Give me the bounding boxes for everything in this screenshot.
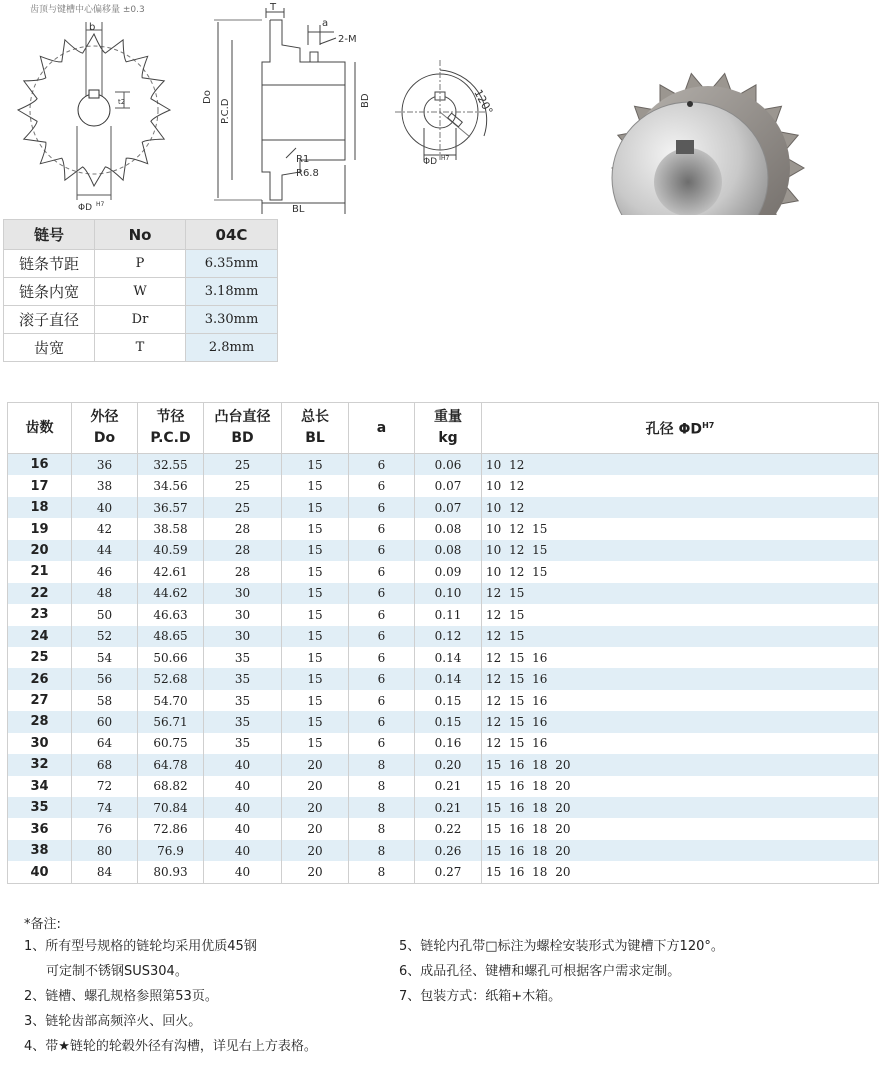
cell-bd: 35 <box>204 690 282 711</box>
cell-bores: 10 12 15 <box>482 518 879 539</box>
table-row <box>8 797 879 818</box>
cell-bl: 20 <box>282 776 349 797</box>
header-do-top: 外径 <box>90 409 119 425</box>
header-do <box>72 403 138 454</box>
cell-weight: 0.21 <box>415 776 482 797</box>
cell-bl: 15 <box>282 690 349 711</box>
cell-do: 46 <box>72 561 138 582</box>
cell-teeth: 23 <box>8 604 72 625</box>
cell-weight: 0.09 <box>415 561 482 582</box>
header-a <box>349 403 415 454</box>
header-bl-top: 总长 <box>301 409 329 425</box>
cell-teeth: 21 <box>8 561 72 582</box>
cell-do: 42 <box>72 518 138 539</box>
cell-weight: 0.10 <box>415 583 482 604</box>
cell-pcd: 34.56 <box>138 475 204 496</box>
cell-bd: 40 <box>204 776 282 797</box>
cell-weight: 0.07 <box>415 497 482 518</box>
cell-bores: 15 16 18 20 <box>482 861 879 883</box>
cell-do: 52 <box>72 626 138 647</box>
cell-do: 50 <box>72 604 138 625</box>
cell-pcd: 50.66 <box>138 647 204 668</box>
spec-value: 3.18mm <box>186 278 278 306</box>
cell-do: 80 <box>72 840 138 861</box>
notes-title: *备注: <box>24 917 61 932</box>
cell-weight: 0.08 <box>415 540 482 561</box>
cell-bl: 15 <box>282 540 349 561</box>
cell-bd: 25 <box>204 497 282 518</box>
spec-symbol: T <box>95 334 186 362</box>
label-t: T <box>270 2 277 13</box>
cell-bd: 40 <box>204 818 282 839</box>
label-r68: R6.8 <box>296 168 319 179</box>
cell-do: 60 <box>72 711 138 732</box>
cell-do: 68 <box>72 754 138 775</box>
cell-bores: 15 16 18 20 <box>482 797 879 818</box>
cell-bd: 30 <box>204 583 282 604</box>
cell-do: 44 <box>72 540 138 561</box>
cell-a: 6 <box>349 583 415 604</box>
cell-weight: 0.20 <box>415 754 482 775</box>
table-row <box>8 840 879 861</box>
cell-pcd: 70.84 <box>138 797 204 818</box>
cell-teeth: 35 <box>8 797 72 818</box>
cell-bores: 12 15 16 <box>482 711 879 732</box>
header-bl <box>282 403 349 454</box>
table-row <box>8 561 879 582</box>
cell-a: 6 <box>349 604 415 625</box>
cell-bd: 40 <box>204 840 282 861</box>
cell-pcd: 42.61 <box>138 561 204 582</box>
label-phi-d-2: ΦD <box>423 157 438 167</box>
label-r1: R1 <box>296 154 310 165</box>
cell-do: 48 <box>72 583 138 604</box>
cell-teeth: 27 <box>8 690 72 711</box>
cell-pcd: 72.86 <box>138 818 204 839</box>
cell-a: 6 <box>349 454 415 476</box>
cell-teeth: 32 <box>8 754 72 775</box>
cell-bl: 15 <box>282 475 349 496</box>
cell-weight: 0.14 <box>415 647 482 668</box>
cell-bores: 10 12 <box>482 497 879 518</box>
spec-value: 6.35mm <box>186 250 278 278</box>
cell-bl: 20 <box>282 797 349 818</box>
spec-row <box>4 306 278 334</box>
dimension-table-body <box>8 454 879 884</box>
cell-teeth: 38 <box>8 840 72 861</box>
spec-header-model: 04C <box>186 220 278 250</box>
front-view-drawing <box>18 22 170 200</box>
cell-a: 8 <box>349 861 415 883</box>
cell-do: 84 <box>72 861 138 883</box>
cell-weight: 0.12 <box>415 626 482 647</box>
cell-a: 6 <box>349 690 415 711</box>
table-header-row <box>8 403 879 454</box>
cell-a: 6 <box>349 518 415 539</box>
technical-drawings <box>0 0 880 215</box>
note-item: 4、带★链轮的轮毂外径有沟槽，详见右上方表格。 <box>24 1039 317 1054</box>
cell-bl: 15 <box>282 497 349 518</box>
cell-bd: 40 <box>204 861 282 883</box>
spec-header-chain: 链号 <box>4 220 95 250</box>
cell-pcd: 54.70 <box>138 690 204 711</box>
cell-do: 72 <box>72 776 138 797</box>
cell-bores: 12 15 16 <box>482 668 879 689</box>
cell-bl: 15 <box>282 561 349 582</box>
notes-right-column <box>399 934 859 1009</box>
cell-pcd: 32.55 <box>138 454 204 476</box>
note-item: 1、所有型号规格的链轮均采用优质45钢 <box>24 939 257 954</box>
cell-bores: 15 16 18 20 <box>482 754 879 775</box>
cell-do: 64 <box>72 733 138 754</box>
header-pcd-top: 节径 <box>156 409 185 425</box>
label-h7-2: H7 <box>441 155 450 162</box>
cell-bd: 30 <box>204 604 282 625</box>
note-item: 6、成品孔径、键槽和螺孔可根据客户需求定制。 <box>399 964 681 979</box>
label-phi-d-1: ΦD <box>78 203 93 213</box>
table-row <box>8 518 879 539</box>
cell-weight: 0.15 <box>415 711 482 732</box>
cell-do: 40 <box>72 497 138 518</box>
hub-view-drawing <box>395 60 487 160</box>
cell-teeth: 34 <box>8 776 72 797</box>
cell-bores: 12 15 <box>482 626 879 647</box>
cell-teeth: 40 <box>8 861 72 883</box>
spec-value: 3.30mm <box>186 306 278 334</box>
cell-a: 6 <box>349 540 415 561</box>
spec-name: 齿宽 <box>4 334 95 362</box>
cell-pcd: 38.58 <box>138 518 204 539</box>
table-row <box>8 776 879 797</box>
cell-pcd: 76.9 <box>138 840 204 861</box>
header-weight <box>415 403 482 454</box>
label-h7-1: H7 <box>96 201 105 208</box>
cell-bl: 15 <box>282 583 349 604</box>
cell-teeth: 26 <box>8 668 72 689</box>
cell-a: 6 <box>349 733 415 754</box>
cell-bl: 15 <box>282 668 349 689</box>
label-b: b <box>89 22 96 33</box>
spec-value: 2.8mm <box>186 334 278 362</box>
spec-name: 链条内宽 <box>4 278 95 306</box>
spec-row <box>4 250 278 278</box>
header-a-label: a <box>376 419 387 436</box>
cell-bores: 12 15 16 <box>482 647 879 668</box>
table-row <box>8 454 879 476</box>
cell-do: 54 <box>72 647 138 668</box>
spec-name: 滚子直径 <box>4 306 95 334</box>
cell-teeth: 20 <box>8 540 72 561</box>
cell-weight: 0.11 <box>415 604 482 625</box>
spec-symbol: Dr <box>95 306 186 334</box>
cell-bores: 10 12 <box>482 475 879 496</box>
notes-left-column <box>24 934 394 1059</box>
cell-bd: 28 <box>204 561 282 582</box>
cell-bd: 28 <box>204 540 282 561</box>
label-a: a <box>322 18 329 29</box>
note-item: 3、链轮齿部高频淬火、回火。 <box>24 1014 202 1029</box>
spec-header-row <box>4 220 278 250</box>
cell-weight: 0.15 <box>415 690 482 711</box>
note-item: 可定制不锈钢SUS304。 <box>46 964 188 979</box>
cell-bd: 25 <box>204 454 282 476</box>
cell-bd: 35 <box>204 711 282 732</box>
cell-do: 74 <box>72 797 138 818</box>
cell-bl: 20 <box>282 818 349 839</box>
cell-bd: 30 <box>204 626 282 647</box>
side-view-drawing <box>214 8 355 214</box>
header-bore <box>482 403 879 454</box>
label-t2: t2 <box>118 98 126 106</box>
cell-bd: 25 <box>204 475 282 496</box>
header-teeth <box>8 403 72 454</box>
cell-do: 76 <box>72 818 138 839</box>
table-row <box>8 861 879 883</box>
cell-bl: 15 <box>282 604 349 625</box>
header-bore-sup: H7 <box>702 421 715 431</box>
cell-a: 6 <box>349 561 415 582</box>
product-photo <box>612 74 804 216</box>
table-row <box>8 475 879 496</box>
chain-spec-table <box>3 219 278 362</box>
cell-pcd: 68.82 <box>138 776 204 797</box>
table-row <box>8 626 879 647</box>
label-pcd: P.C.D <box>220 98 231 124</box>
cell-bd: 35 <box>204 668 282 689</box>
cell-weight: 0.21 <box>415 797 482 818</box>
header-do-bottom: Do <box>93 430 116 446</box>
offset-note: 齿顶与键槽中心偏移量 ±0.3 <box>30 5 145 15</box>
table-row <box>8 497 879 518</box>
cell-bl: 15 <box>282 626 349 647</box>
cell-teeth: 36 <box>8 818 72 839</box>
cell-pcd: 44.62 <box>138 583 204 604</box>
spec-symbol: P <box>95 250 186 278</box>
cell-a: 8 <box>349 776 415 797</box>
cell-bores: 15 16 18 20 <box>482 818 879 839</box>
spec-header-no: No <box>95 220 186 250</box>
header-weight-top: 重量 <box>434 409 462 425</box>
header-bd <box>204 403 282 454</box>
note-item: 5、链轮内孔带□标注为螺栓安装形式为键槽下方120°。 <box>399 939 724 954</box>
spec-symbol: W <box>95 278 186 306</box>
cell-do: 36 <box>72 454 138 476</box>
cell-teeth: 25 <box>8 647 72 668</box>
cell-weight: 0.14 <box>415 668 482 689</box>
cell-do: 58 <box>72 690 138 711</box>
cell-bores: 12 15 <box>482 583 879 604</box>
cell-bores: 15 16 18 20 <box>482 776 879 797</box>
note-item: 7、包装方式：纸箱+木箱。 <box>399 989 562 1004</box>
sprocket-teeth-outline <box>18 34 170 186</box>
cell-bl: 20 <box>282 840 349 861</box>
cell-bl: 15 <box>282 711 349 732</box>
cell-teeth: 19 <box>8 518 72 539</box>
spec-name: 链条节距 <box>4 250 95 278</box>
table-row <box>8 711 879 732</box>
note-item: 2、链槽、螺孔规格参照第53页。 <box>24 989 218 1004</box>
label-bl: BL <box>292 204 305 215</box>
cell-teeth: 28 <box>8 711 72 732</box>
cell-a: 8 <box>349 754 415 775</box>
table-row <box>8 818 879 839</box>
header-teeth-label: 齿数 <box>25 419 54 436</box>
cell-do: 56 <box>72 668 138 689</box>
table-row <box>8 583 879 604</box>
table-row <box>8 540 879 561</box>
cell-pcd: 60.75 <box>138 733 204 754</box>
table-row <box>8 733 879 754</box>
cell-bl: 20 <box>282 861 349 883</box>
label-do: Do <box>202 90 213 104</box>
cell-weight: 0.22 <box>415 818 482 839</box>
table-row <box>8 668 879 689</box>
cell-pcd: 80.93 <box>138 861 204 883</box>
cell-bl: 15 <box>282 647 349 668</box>
cell-a: 6 <box>349 647 415 668</box>
cell-teeth: 22 <box>8 583 72 604</box>
sprocket-dimension-table <box>7 402 879 884</box>
cell-a: 6 <box>349 711 415 732</box>
cell-do: 38 <box>72 475 138 496</box>
cell-weight: 0.16 <box>415 733 482 754</box>
cell-a: 6 <box>349 497 415 518</box>
cell-weight: 0.07 <box>415 475 482 496</box>
cell-pcd: 36.57 <box>138 497 204 518</box>
cell-teeth: 24 <box>8 626 72 647</box>
cell-bd: 40 <box>204 754 282 775</box>
cell-a: 6 <box>349 626 415 647</box>
cell-a: 8 <box>349 840 415 861</box>
cell-weight: 0.06 <box>415 454 482 476</box>
cell-bd: 40 <box>204 797 282 818</box>
cell-a: 8 <box>349 818 415 839</box>
cell-weight: 0.26 <box>415 840 482 861</box>
cell-bl: 15 <box>282 518 349 539</box>
header-pcd-bottom: P.C.D <box>150 430 191 446</box>
cell-bores: 10 12 15 <box>482 561 879 582</box>
label-2m: 2-M <box>338 34 357 45</box>
cell-weight: 0.08 <box>415 518 482 539</box>
spec-row <box>4 334 278 362</box>
cell-bl: 15 <box>282 454 349 476</box>
cell-a: 6 <box>349 668 415 689</box>
header-weight-bottom: kg <box>438 430 458 446</box>
label-angle: 120° <box>471 87 496 117</box>
cell-pcd: 46.63 <box>138 604 204 625</box>
cell-bores: 10 12 <box>482 454 879 476</box>
cell-pcd: 40.59 <box>138 540 204 561</box>
table-row <box>8 754 879 775</box>
tooth-profile <box>18 34 170 186</box>
label-bd: BD <box>360 93 371 108</box>
cell-bores: 12 15 16 <box>482 733 879 754</box>
cell-bl: 20 <box>282 754 349 775</box>
table-row <box>8 690 879 711</box>
header-bl-bottom: BL <box>305 430 325 446</box>
header-bore-label: 孔径 ΦD <box>645 421 703 438</box>
spec-row <box>4 278 278 306</box>
cell-bores: 15 16 18 20 <box>482 840 879 861</box>
drawing-canvas <box>0 0 880 215</box>
cell-bd: 35 <box>204 733 282 754</box>
cell-a: 8 <box>349 797 415 818</box>
cell-weight: 0.27 <box>415 861 482 883</box>
cell-teeth: 17 <box>8 475 72 496</box>
cell-pcd: 56.71 <box>138 711 204 732</box>
cell-teeth: 18 <box>8 497 72 518</box>
cell-pcd: 48.65 <box>138 626 204 647</box>
header-bd-bottom: BD <box>231 430 254 446</box>
cell-a: 6 <box>349 475 415 496</box>
cell-pcd: 52.68 <box>138 668 204 689</box>
cell-bores: 10 12 15 <box>482 540 879 561</box>
cell-bores: 12 15 <box>482 604 879 625</box>
cell-bl: 15 <box>282 733 349 754</box>
cell-pcd: 64.78 <box>138 754 204 775</box>
cell-bd: 35 <box>204 647 282 668</box>
cell-teeth: 30 <box>8 733 72 754</box>
header-pcd <box>138 403 204 454</box>
table-row <box>8 647 879 668</box>
cell-teeth: 16 <box>8 454 72 476</box>
header-bd-top: 凸台直径 <box>214 409 271 425</box>
cell-bores: 12 15 16 <box>482 690 879 711</box>
cell-bd: 28 <box>204 518 282 539</box>
table-row <box>8 604 879 625</box>
